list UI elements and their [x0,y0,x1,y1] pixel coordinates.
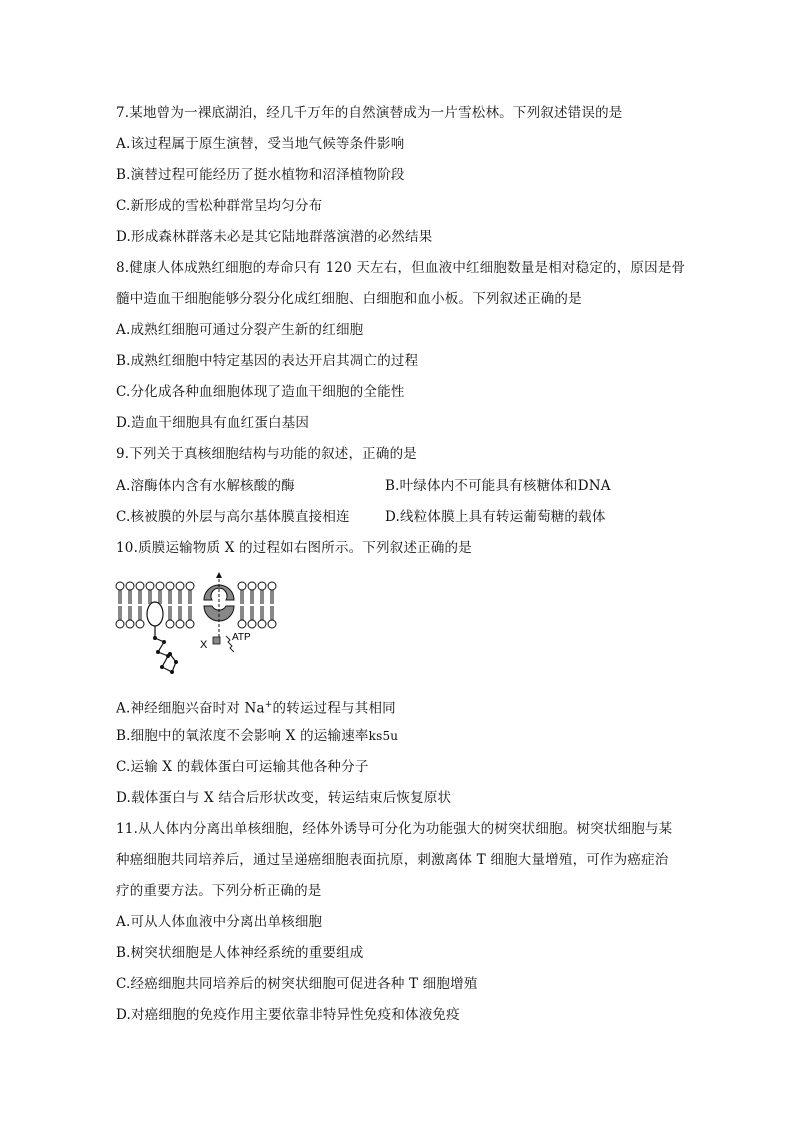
q8-stem-line1: 8.健康人体成熟红细胞的寿命只有 120 天左右，但血液中红细胞数量是相对稳定的，原因是骨 [116,260,686,276]
receptor-oval [147,602,163,626]
q10-option-b-text: B.细胞中的氧浓度不会影响 X 的运输速率 [116,728,369,744]
q10-option-a-text: A.神经细胞兴奋时对 Na [116,700,265,717]
carrier-protein-bottom [204,606,234,621]
q9-option-c: C.核被膜的外层与高尔基体膜直接相连 [116,509,350,525]
phospholipid-bottom-row [116,620,276,628]
phospholipid-bottom-tails [119,606,273,620]
sodium-charge: + [264,700,273,710]
q10-option-b [116,727,398,745]
q10-option-c: C.运输 X 的载体蛋白可运输其他各种分子 [116,759,369,775]
q7-option-d: D.形成森林群落未必是其它陆地群落演潜的必然结果 [116,229,433,245]
watermark-mark: ks5u [368,729,399,743]
label-x: X [200,639,208,651]
q7-stem: 7.某地曾为一裸底湖泊，经几千万年的自然演替成为一片雪松林。下列叙述错误的是 [116,105,623,121]
carrier-protein-top [204,585,234,600]
arrow-head [216,572,222,578]
q8-option-c: C.分化成各种血细胞体现了造血干细胞的全能性 [116,384,405,400]
phospholipid-top-tails [119,590,273,604]
q9-options-row1 [116,477,295,495]
q8-option-d: D.造血干细胞具有血红蛋白基因 [116,415,310,431]
q7-option-a: A.该过程属于原生演替，受当地气候等条件影响 [116,136,405,152]
q9-option-b: B.叶绿体内不可能具有核糖体和DNA [385,478,611,494]
molecule-chain [155,626,176,672]
q11-option-d: D.对癌细胞的免疫作用主要依靠非特异性免疫和体液免疫 [116,1007,460,1023]
q11-option-a: A.可从人体血液中分离出单核细胞 [116,914,323,930]
q10-stem: 10.质膜运输物质 X 的过程如右图所示。下列叙述正确的是 [116,540,472,556]
q8-option-b: B.成熟红细胞中特定基因的表达开启其凋亡的过程 [116,353,419,369]
phospholipid-top-row [116,582,276,590]
q9-options-row2 [116,508,350,526]
q11-stem-line1: 11.从人体内分离出单核细胞，经体外诱导可分化为功能强大的树突状细胞。树突状细胞与某 [116,821,673,837]
q7-option-b: B.演替过程可能经历了挺水植物和沼泽植物阶段 [116,167,405,183]
q10-option-a-rest: 的转运过程与其相同 [272,700,396,717]
q11-stem-line2: 种癌细胞共同培养后，通过呈递癌细胞表面抗原，刺激离体 T 细胞大量增殖，可作为癌症治 [116,852,669,868]
q11-option-c: C.经癌细胞共同培养后的树突状细胞可促进各种 T 细胞增殖 [116,976,478,992]
q11-stem-line3: 疗的重要方法。下列分析正确的是 [116,883,322,899]
q7-option-c: C.新形成的雪松种群常呈均匀分布 [116,198,323,214]
label-atp: ATP [232,632,251,643]
q9-option-d: D.线粒体膜上具有转运葡萄糖的载体 [385,509,606,525]
membrane-transport-diagram [112,572,282,682]
q8-option-a: A.成熟红细胞可通过分裂产生新的红细胞 [116,322,364,338]
q8-stem-line2: 髓中造血干细胞能够分裂分化成红细胞、白细胞和血小板。下列叙述正确的是 [116,291,582,307]
q10-option-a [116,696,396,718]
q9-stem: 9.下列关于真核细胞结构与功能的叙述，正确的是 [116,446,417,462]
substance-x-square [213,637,220,644]
q10-option-d: D.载体蛋白与 X 结合后形状改变，转运结束后恢复原状 [116,790,452,806]
q11-option-b: B.树突状细胞是人体神经系统的重要组成 [116,945,364,961]
q9-option-a: A.溶酶体内含有水解核酸的酶 [116,478,295,494]
